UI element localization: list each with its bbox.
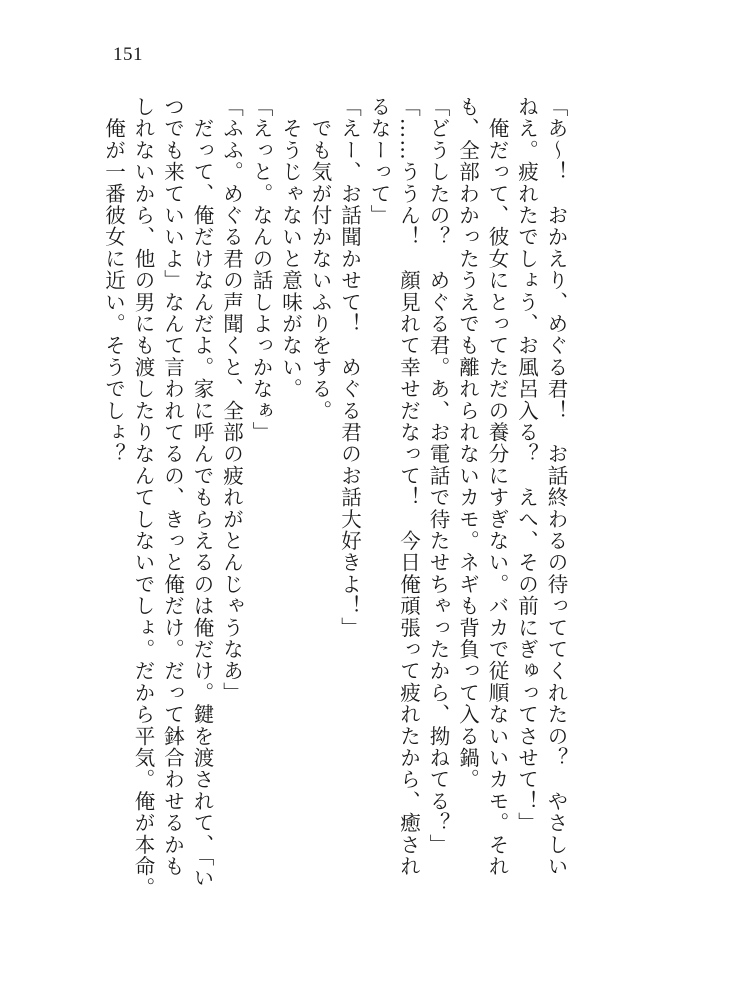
text-line: 「どうしたの？ めぐる君。あ、お電話で待たせちゃったから、拗ねてる？」: [426, 96, 450, 856]
text-line: 俺が一番彼女に近い。そうでしょ？: [101, 96, 126, 465]
vertical-text-body: [101, 96, 570, 916]
text-line: 「……ううん！ 顔見れて幸せだなって！ 今日俺頑張って疲れたから、癒され: [396, 96, 421, 878]
text-line: そうじゃないと意味がない。: [278, 96, 303, 400]
text-line: でも気が付かないふりをする。: [308, 96, 332, 422]
text-line: しれないから、他の男にも渡したりなんてしないでしょ。だから平気。俺が本命。: [131, 96, 155, 899]
text-line: ねえ。疲れたでしょう、お風呂入る？ えへ、その前にぎゅってさせて！」: [514, 96, 539, 834]
text-line: 「えっと。なんの話しよっかなぁ」: [249, 96, 273, 444]
text-line: るなーって」: [367, 96, 391, 227]
text-line: つでも来ていいよ」なんて言われてるの、きっと俺だけ。だって鉢合わせるかも: [160, 96, 185, 878]
page-number: 151: [113, 44, 143, 65]
text-line: 「ふふ。めぐる君の声聞くと、全部の疲れがとんじゃうなあ」: [219, 96, 244, 704]
text-line: 「あ〜！ おかえり、めぐる君！ お話終わるの待っててくれたの？ やさしい: [544, 96, 568, 878]
text-line: 「えー、お話聞かせて！ めぐる君のお話大好きよ！」: [337, 96, 362, 639]
text-line: だって、俺だけなんだよ。家に呼んでもらえるのは俺だけ。鍵を渡されて、「い: [190, 96, 214, 889]
text-line: も、全部わかったうえでも離れられないカモ。ネギも背負って入る鍋。: [455, 96, 480, 791]
text-line: 俺だって、彼女にとってただの養分にすぎない。バカで従順ないいカモ。それ: [485, 96, 509, 878]
